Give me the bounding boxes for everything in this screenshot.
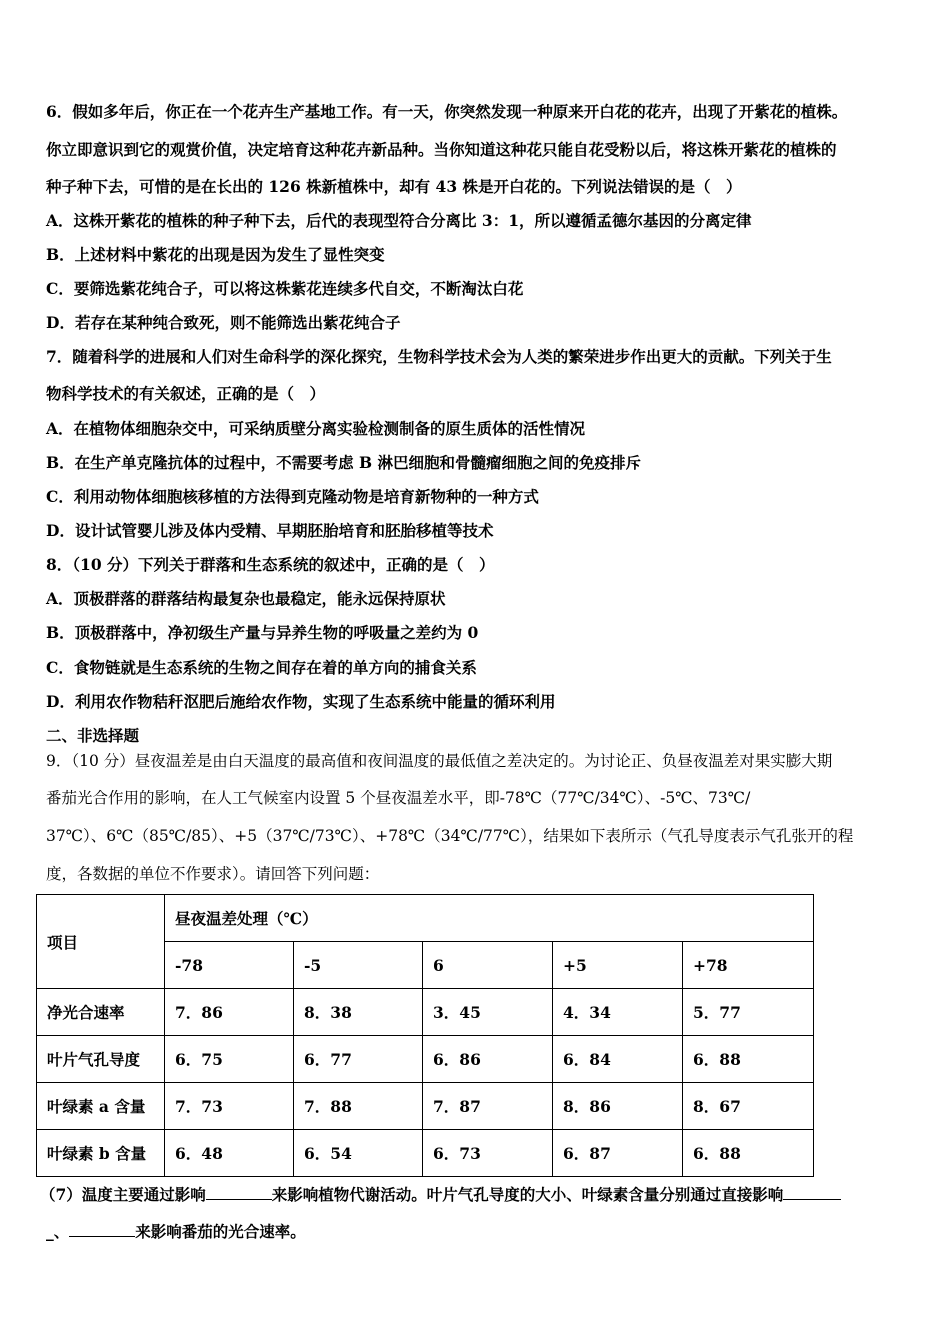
- q9-sub7-text-1: （7）温度主要通过影响: [40, 1185, 206, 1204]
- table-cell: 4．34: [553, 989, 683, 1036]
- table-cell: 6．84: [553, 1036, 683, 1083]
- q7-option-d: D．设计试管婴儿涉及体内受精、早期胚胎培育和胚胎移植等技术: [46, 521, 494, 540]
- q7-option-a: A．在植物体细胞杂交中，可采纳质壁分离实验检测制备的原生质体的活性情况: [46, 419, 586, 438]
- table-row: [37, 1130, 814, 1177]
- table-group-header: 昼夜温差处理（℃）: [165, 895, 814, 942]
- q6-stem-line-3: 种子种下去，可惜的是在长出的 126 株新植株中，却有 43 株是开白花的。下列说法错误的是（ ）: [46, 177, 742, 196]
- table-column-header: +5: [553, 942, 683, 989]
- q6-stem-line-2: 你立即意识到它的观赏价值，决定培育这种花卉新品种。当你知道这种花只能自花受粉以后，将这株开紫花的植株的: [46, 140, 837, 159]
- q7-stem-line-1: 7．随着科学的进展和人们对生命科学的深化探究，生物科学技术会为人类的繁荣进步作出更大的贡献。下列关于生: [46, 347, 832, 366]
- table-cell: 7．86: [165, 989, 294, 1036]
- q6-option-a: A．这株开紫花的植株的种子种下去，后代的表现型符合分离比 3：1，所以遵循孟德尔基因的分离定律: [46, 211, 752, 230]
- q6-stem-line-1: 6．假如多年后，你正在一个花卉生产基地工作。有一天，你突然发现一种原来开白花的花卉，出现了开紫花的植株。: [46, 102, 848, 121]
- table-cell: 6．48: [165, 1130, 294, 1177]
- table-cell: 6．87: [553, 1130, 683, 1177]
- table-cell: 6．54: [294, 1130, 423, 1177]
- table-cell: 6．77: [294, 1036, 423, 1083]
- table-column-header: -78: [165, 942, 294, 989]
- q9-sub7-text-3: _、: [46, 1222, 70, 1241]
- q9-stem-line-3: 37℃）、6℃（85℃/85）、+5（37℃/73℃）、+78℃（34℃/77℃），结果如下表所示（气孔导度表示气孔张开的程: [46, 827, 854, 845]
- table-cell: 8．67: [683, 1083, 814, 1130]
- table-header-row: [37, 895, 814, 942]
- q8-option-c: C．食物链就是生态系统的生物之间存在着的单方向的捕食关系: [46, 658, 477, 677]
- temperature-results-table: [36, 894, 814, 1177]
- table-column-header: +78: [683, 942, 814, 989]
- answer-blank-2[interactable]: [783, 1185, 841, 1200]
- table-cell: 6．73: [423, 1130, 553, 1177]
- table-cell: 7．87: [423, 1083, 553, 1130]
- q8-option-d: D．利用农作物秸秆沤肥后施给农作物，实现了生态系统中能量的循环利用: [46, 692, 556, 711]
- q7-stem-line-2: 物科学技术的有关叙述，正确的是（ ）: [46, 384, 326, 403]
- q8-option-a: A．顶极群落的群落结构最复杂也最稳定，能永远保持原状: [46, 589, 446, 608]
- q7-option-b: B．在生产单克隆抗体的过程中，不需要考虑 B 淋巴细胞和骨髓瘤细胞之间的免疫排斥: [46, 453, 641, 472]
- q9-stem-line-1: 9．（10 分）昼夜温差是由白天温度的最高值和夜间温度的最低值之差决定的。为讨论正、负昼夜温差对果实膨大期: [46, 752, 833, 770]
- table-cell: 6．86: [423, 1036, 553, 1083]
- q9-sub7-line-2: [46, 1222, 306, 1242]
- table-cell: 8．86: [553, 1083, 683, 1130]
- table-cell: 3．45: [423, 989, 553, 1036]
- table-row-label: 叶绿素 b 含量: [37, 1130, 165, 1177]
- q9-stem-line-4: 度，各数据的单位不作要求）。请回答下列问题：: [46, 865, 380, 883]
- table-corner-cell: 项目: [37, 895, 165, 989]
- q9-sub7-line-1: [40, 1185, 841, 1205]
- q9-sub7-text-2: 来影响植物代谢活动。叶片气孔导度的大小、叶绿素含量分别通过直接影响: [271, 1185, 784, 1204]
- table-row-label: 净光合速率: [37, 989, 165, 1036]
- q6-option-c: C．要筛选紫花纯合子，可以将这株紫花连续多代自交，不断淘汰白花: [46, 279, 524, 298]
- q8-option-b: B．顶极群落中，净初级生产量与异养生物的呼吸量之差约为 0: [46, 623, 479, 642]
- table-cell: 6．88: [683, 1036, 814, 1083]
- table-cell: 7．73: [165, 1083, 294, 1130]
- table-row-label: 叶绿素 a 含量: [37, 1083, 165, 1130]
- section-title: 二、非选择题: [46, 726, 140, 745]
- q6-option-b: B．上述材料中紫花的出现是因为发生了显性突变: [46, 245, 385, 264]
- table-column-header: 6: [423, 942, 553, 989]
- table-cell: 5．77: [683, 989, 814, 1036]
- table-cell: 6．88: [683, 1130, 814, 1177]
- table-column-header: -5: [294, 942, 423, 989]
- q7-option-c: C．利用动物体细胞核移植的方法得到克隆动物是培育新物种的一种方式: [46, 487, 539, 506]
- table-row: [37, 1083, 814, 1130]
- table-cell: 8．38: [294, 989, 423, 1036]
- q6-option-d: D．若存在某种纯合致死，则不能筛选出紫花纯合子: [46, 313, 401, 332]
- answer-blank-3[interactable]: [69, 1222, 135, 1237]
- table-row: [37, 989, 814, 1036]
- table-row: [37, 1036, 814, 1083]
- table-cell: 6．75: [165, 1036, 294, 1083]
- q9-sub7-text-4: 来影响番茄的光合速率。: [135, 1222, 306, 1241]
- q9-stem-line-2: 番茄光合作用的影响，在人工气候室内设置 5 个昼夜温差水平，即-78℃（77℃/34℃）、-5℃、73℃/: [46, 789, 751, 807]
- q8-stem-line-1: 8．（10 分）下列关于群落和生态系统的叙述中，正确的是（ ）: [46, 555, 495, 574]
- answer-blank-1[interactable]: [206, 1185, 272, 1200]
- table-cell: 7．88: [294, 1083, 423, 1130]
- table-row-label: 叶片气孔导度: [37, 1036, 165, 1083]
